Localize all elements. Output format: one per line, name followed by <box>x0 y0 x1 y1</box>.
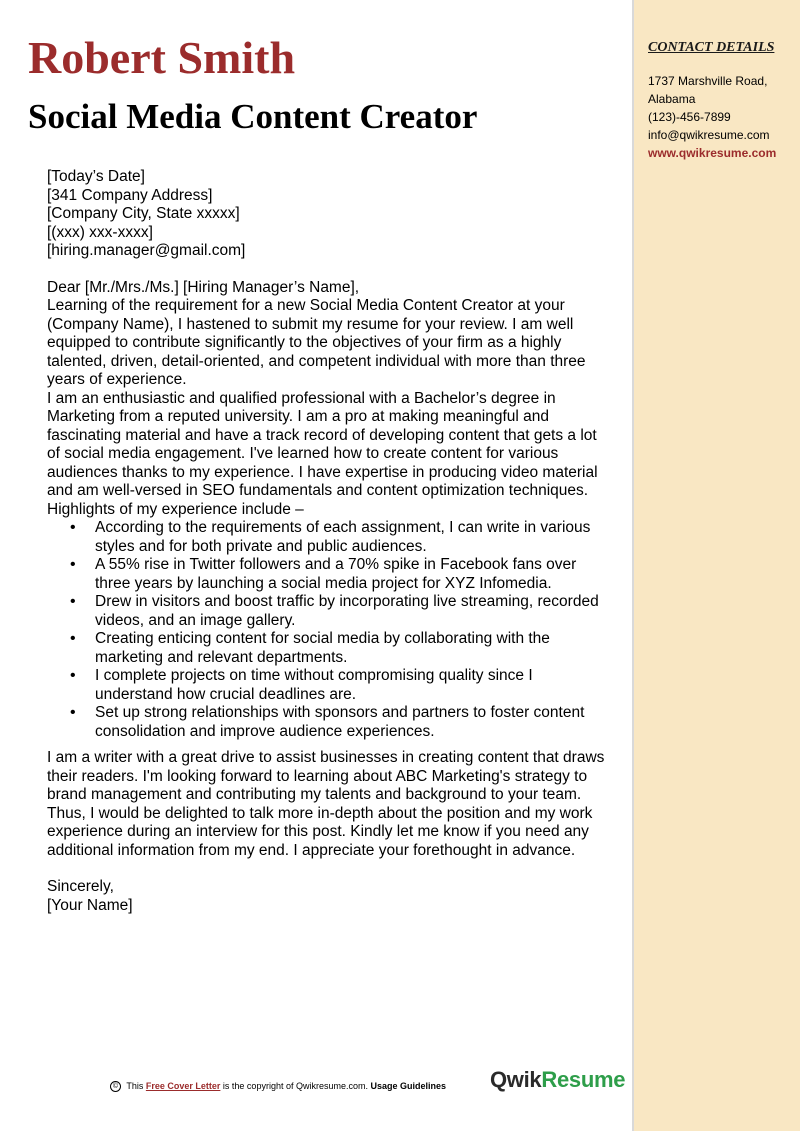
salutation: Dear [Mr./Mrs./Ms.] [Hiring Manager’s Name], <box>47 278 360 296</box>
copyright-footer <box>110 1076 446 1096</box>
highlights-list <box>47 519 607 741</box>
footer-copyright-text: is the copyright of Qwikresume.com. <box>222 1081 368 1091</box>
contact-email[interactable]: info@qwikresume.com <box>648 128 770 142</box>
cover-letter-body <box>47 168 607 915</box>
applicant-name: Robert Smith <box>28 32 296 83</box>
recipient-address: [341 Company Address] <box>47 186 213 204</box>
list-item: • Set up strong relationships with sponsors and partners to foster content consolidation and improve audience experiences. <box>95 704 607 741</box>
free-cover-letter-link[interactable]: Free Cover Letter <box>145 1081 221 1091</box>
qwikresume-logo <box>490 1067 625 1093</box>
copyright-icon: © <box>110 1081 121 1092</box>
list-item: • According to the requirements of each assignment, I can write in various styles and for both private and public audiences. <box>95 519 607 556</box>
contact-address-line1: 1737 Marshville Road, <box>648 74 768 88</box>
recipient-city-state: [Company City, State xxxxx] <box>47 205 240 222</box>
list-item: • Creating enticing content for social media by collaborating with the marketing and relevant departments. <box>95 630 607 667</box>
recipient-email: [hiring.manager@gmail.com] <box>47 242 246 259</box>
contact-details-heading: CONTACT DETAILS <box>648 40 775 55</box>
contact-website[interactable]: www.qwikresume.com <box>648 146 777 160</box>
job-title: Social Media Content Creator <box>28 97 478 136</box>
contact-details <box>648 72 798 162</box>
paragraph-closing: Thus, I would be delighted to talk more in-depth about the position and my work experience during an interview for this post. Kindly let me know if you need any additional information from my end. I appreciate your forethought in advance. <box>47 804 593 859</box>
recipient-phone: [(xxx) xxx-xxxx] <box>47 223 153 241</box>
paragraph-motivation: I am a writer with a great drive to assist businesses in creating content that draws their readers. I'm looking forward to learning about ABC Marketing's strategy to brand management and contributing my talents and background to your team. <box>47 749 605 803</box>
contact-address-line2: Alabama <box>648 92 696 106</box>
list-item: • I complete projects on time without compromising quality since I understand how crucial deadlines are. <box>95 667 607 704</box>
paragraph-background: I am an enthusiastic and qualified professional with a Bachelor’s degree in Marketing from a reputed university. I am a pro at making meaningful and fascinating material and have a track record of developing content that gets a lot of social media engagement. I've learned how to create content for various audiences thanks to my experience. I have expertise in producing video material and am well-versed in SEO fundamentals and content optimization techniques. Highlights of my experience include – <box>47 389 598 518</box>
signoff-block <box>47 878 607 915</box>
list-item: • A 55% rise in Twitter followers and a 70% spike in Facebook fans over three years by launching a social media project for XYZ Infomedia. <box>95 556 607 593</box>
logo-qwik: Qwik <box>490 1067 542 1092</box>
recipient-block <box>47 187 607 261</box>
contact-sidebar <box>632 0 800 1131</box>
logo-resume: Resume <box>541 1067 626 1092</box>
signature-name: [Your Name] <box>47 896 133 914</box>
footer-prefix: This <box>126 1081 144 1091</box>
usage-guidelines-link[interactable]: Usage Guidelines <box>370 1081 447 1091</box>
contact-phone: (123)-456-7899 <box>648 110 731 124</box>
paragraph-intro: Learning of the requirement for a new Social Media Content Creator at your (Company Name), I hastened to submit my resume for your review. I am well equipped to contribute significantly to the objectives of your firm as a highly talented, driven, detail-oriented, and competent individual with more than three years of experience. <box>47 297 586 388</box>
letter-date: [Today’s Date] <box>47 168 145 185</box>
list-item: • Drew in visitors and boost traffic by incorporating live streaming, recorded videos, and an image gallery. <box>95 593 607 630</box>
closing-phrase: Sincerely, <box>47 878 114 895</box>
